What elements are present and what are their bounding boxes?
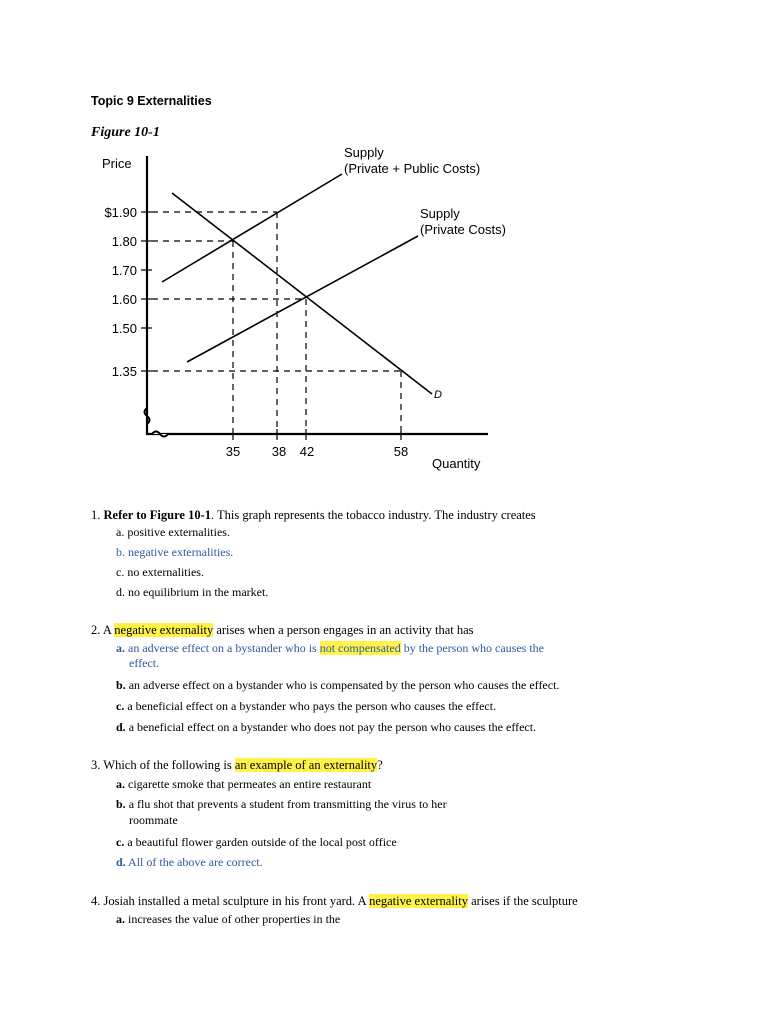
y-tick-label: 1.80 bbox=[111, 234, 137, 249]
q1-option-c bbox=[116, 565, 204, 580]
option-text: no externalities. bbox=[127, 565, 204, 579]
option-text: All of the above are correct. bbox=[128, 855, 263, 869]
option-text-cont: roommate bbox=[129, 813, 178, 827]
x-axis-title: Quantity bbox=[432, 456, 481, 471]
q2-option-d bbox=[116, 720, 536, 735]
x-tick-label: 58 bbox=[393, 444, 409, 459]
q2-option-c bbox=[116, 699, 496, 714]
option-letter: b. bbox=[116, 545, 125, 559]
option-letter: a. bbox=[116, 912, 125, 926]
question-1-bold-ref: Refer to Figure 10-1 bbox=[103, 508, 211, 522]
highlight-not-compensated: not compensated bbox=[319, 641, 401, 655]
q2-option-b bbox=[116, 678, 559, 693]
option-letter: d. bbox=[116, 720, 126, 734]
x-axis-break bbox=[152, 432, 168, 437]
q3-option-b bbox=[116, 797, 447, 812]
q2-option-a-continuation bbox=[129, 656, 159, 671]
figure-10-1-graph bbox=[0, 0, 768, 500]
question-3-pre: Which of the following is bbox=[103, 758, 232, 772]
question-1 bbox=[91, 507, 536, 523]
option-letter: d. bbox=[116, 855, 126, 869]
y-axis-title: Price bbox=[102, 156, 132, 171]
supply-private-label-line2: (Private Costs) bbox=[420, 222, 506, 237]
option-text: a beneficial effect on a bystander who pays the person who causes the effect. bbox=[127, 699, 497, 713]
question-number: 2. bbox=[91, 623, 101, 637]
option-text: negative externalities. bbox=[128, 545, 234, 559]
highlight-negative-externality: negative externality bbox=[369, 894, 468, 908]
option-text: an adverse effect on a bystander who is compensated by the person who causes the effect. bbox=[128, 678, 560, 692]
x-tick-label: 38 bbox=[271, 444, 287, 459]
option-text: positive externalities. bbox=[127, 525, 230, 539]
option-text: a beautiful flower garden outside of the local post office bbox=[127, 835, 397, 849]
question-2-pre: A bbox=[102, 623, 112, 637]
question-4 bbox=[91, 893, 578, 909]
supply-social-label-line1: Supply bbox=[344, 145, 384, 160]
option-text: cigarette smoke that permeates an entire restaurant bbox=[128, 777, 372, 791]
demand-label: D bbox=[434, 389, 442, 401]
option-letter: c. bbox=[116, 565, 125, 579]
option-text: no equilibrium in the market. bbox=[128, 585, 269, 599]
q1-option-d bbox=[116, 585, 268, 600]
option-text-pre: an adverse effect on a bystander who is bbox=[128, 641, 317, 655]
q3-option-b-continuation bbox=[129, 813, 178, 828]
question-2 bbox=[91, 622, 474, 638]
question-number: 3. bbox=[91, 758, 101, 772]
question-4-pre: Josiah installed a metal sculpture in his front yard. A bbox=[103, 894, 366, 908]
option-letter: c. bbox=[116, 699, 125, 713]
option-letter: b. bbox=[116, 678, 126, 692]
option-text: a flu shot that prevents a student from transmitting the virus to her bbox=[128, 797, 447, 811]
option-letter: c. bbox=[116, 835, 125, 849]
highlight-example-of-externality: an example of an externality bbox=[234, 758, 378, 772]
x-tick-label: 35 bbox=[225, 444, 241, 459]
x-tick-label: 42 bbox=[299, 444, 315, 459]
supply-social-curve bbox=[162, 174, 342, 282]
supply-private-label-line1: Supply bbox=[420, 206, 460, 221]
q1-option-a bbox=[116, 525, 230, 540]
q3-option-a bbox=[116, 777, 371, 792]
option-text: a beneficial effect on a bystander who does not pay the person who causes the effect. bbox=[128, 720, 537, 734]
q4-option-a bbox=[116, 912, 340, 927]
y-tick-label: 1.35 bbox=[111, 364, 137, 379]
option-text-cont: effect. bbox=[129, 656, 160, 670]
option-letter: a. bbox=[116, 641, 125, 655]
option-letter: a. bbox=[116, 525, 125, 539]
option-letter: b. bbox=[116, 797, 126, 811]
y-tick-label: $1.90 bbox=[104, 205, 137, 220]
q3-option-c bbox=[116, 835, 397, 850]
topic-heading: Topic 9 Externalities bbox=[91, 94, 212, 108]
figure-label: Figure 10-1 bbox=[91, 125, 160, 140]
y-tick-label: 1.60 bbox=[111, 292, 137, 307]
supply-social-label-line2: (Private + Public Costs) bbox=[344, 161, 481, 176]
y-tick-label: 1.70 bbox=[111, 263, 137, 278]
question-1-text: . This graph represents the tobacco industry. The industry creates bbox=[211, 508, 536, 522]
question-number: 1. bbox=[91, 508, 101, 522]
question-3 bbox=[91, 757, 383, 773]
option-text: increases the value of other properties in the bbox=[128, 912, 341, 926]
question-4-post: arises if the sculpture bbox=[471, 894, 578, 908]
q3-option-d-answer bbox=[116, 855, 263, 870]
q1-option-b-answer bbox=[116, 545, 233, 560]
option-letter: a. bbox=[116, 777, 125, 791]
q2-option-a-answer bbox=[116, 641, 544, 656]
y-tick-label: 1.50 bbox=[111, 321, 137, 336]
question-number: 4. bbox=[91, 894, 101, 908]
option-text-post: by the person who causes the bbox=[403, 641, 544, 655]
demand-curve bbox=[172, 193, 432, 394]
option-letter: d. bbox=[116, 585, 125, 599]
highlight-negative-externality: negative externality bbox=[114, 623, 214, 637]
question-2-text: arises when a person engages in an activity that has bbox=[216, 623, 474, 637]
question-3-post: ? bbox=[377, 758, 383, 772]
